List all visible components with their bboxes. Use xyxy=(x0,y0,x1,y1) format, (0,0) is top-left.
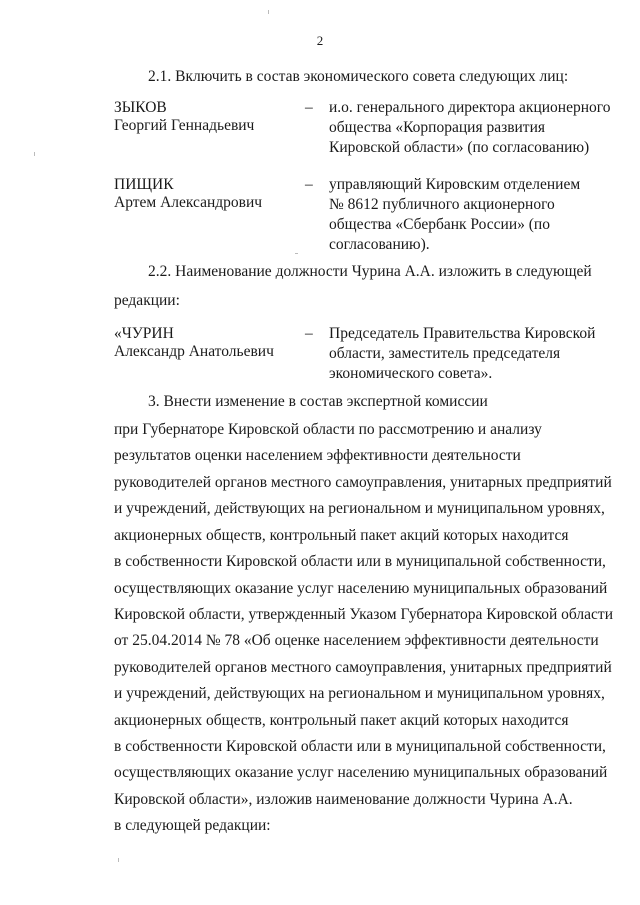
item-3-line-2: при Губернаторе Кировской области по рассмотрению и анализу xyxy=(114,421,542,438)
item-3-line-3: результатов оценки населением эффективности деятельности xyxy=(114,447,521,464)
person-2-surname: ПИЩИК xyxy=(114,176,174,193)
person-2-name: Артем Александрович xyxy=(114,194,263,211)
person-3-surname: «ЧУРИН xyxy=(114,325,174,342)
person-3-name: Александр Анатольевич xyxy=(114,343,274,360)
person-2-dash: – xyxy=(305,176,313,193)
item-3-line-6: акционерных обществ, контрольный пакет акций которых находится xyxy=(114,527,569,544)
item-3-line-14: в собственности Кировской области или в муниципальной собственности, xyxy=(114,738,606,755)
item-3-line-5: и учреждений, действующих на региональном и муниципальном уровнях, xyxy=(114,500,605,517)
item-3-line-17: в следующей редакции: xyxy=(114,817,271,834)
person-2-position-line-1: управляющий Кировским отделением xyxy=(329,176,581,193)
person-1-position-line-1: и.о. генерального директора акционерного xyxy=(329,99,611,116)
person-1-name: Георгий Геннадьевич xyxy=(114,117,255,134)
item-3-line-10: от 25.04.2014 № 78 «Об оценке населением эффективности деятельности xyxy=(114,632,599,649)
item-3-line-13: акционерных обществ, контрольный пакет акций которых находится xyxy=(114,712,569,729)
person-3-dash: – xyxy=(305,325,313,342)
item-3-line-8: осуществляющих оказание услуг населению муниципальных образований xyxy=(114,580,608,597)
page-number: 2 xyxy=(316,33,324,48)
person-1-position-line-2: общества «Корпорация развития xyxy=(329,119,546,136)
person-2-position-line-4: согласованию). xyxy=(329,236,430,253)
item-3-line-9: Кировской области, утвержденный Указом Губернатора Кировской области xyxy=(114,606,613,623)
item-3-line-4: руководителей органов местного самоуправления, унитарных предприятий xyxy=(114,474,612,491)
person-1-fullname xyxy=(114,99,254,135)
person-2-position-line-3: общества «Сбербанк России» (по xyxy=(329,216,550,233)
item-3-line-11: руководителей органов местного самоуправления, унитарных предприятий xyxy=(114,659,612,676)
person-1-position-line-3: Кировской области» (по согласованию) xyxy=(329,139,590,156)
person-1-dash: – xyxy=(305,99,313,116)
person-3-fullname xyxy=(114,325,274,361)
person-3-position-line-3: экономического совета». xyxy=(329,365,493,382)
scan-speck xyxy=(118,858,119,862)
scan-speck xyxy=(295,253,298,254)
item-2-2-line-1: 2.2. Наименование должности Чурина А.А. изложить в следующей xyxy=(148,263,592,280)
item-3-line-12: и учреждений, действующих на региональном и муниципальном уровнях, xyxy=(114,685,605,702)
item-3-line-15: осуществляющих оказание услуг населению муниципальных образований xyxy=(114,764,608,781)
item-2-1-text: 2.1. Включить в состав экономического совета следующих лиц: xyxy=(148,68,569,85)
person-3-position-line-1: Председатель Правительства Кировской xyxy=(329,325,596,342)
person-2-fullname xyxy=(114,176,262,212)
person-2-position-line-2: № 8612 публичного акционерного xyxy=(329,196,555,213)
item-3-line-1: 3. Внести изменение в состав экспертной комиссии xyxy=(148,393,488,410)
item-3-line-7: в собственности Кировской области или в муниципальной собственности, xyxy=(114,553,606,570)
person-1-surname: ЗЫКОВ xyxy=(114,99,167,116)
person-3-position-line-2: области, заместитель председателя xyxy=(329,345,561,362)
scan-speck xyxy=(34,152,35,156)
scan-speck xyxy=(268,10,269,14)
item-3-line-16: Кировской области», изложив наименование должности Чурина А.А. xyxy=(114,791,573,808)
item-2-2-line-2: редакции: xyxy=(114,292,180,309)
